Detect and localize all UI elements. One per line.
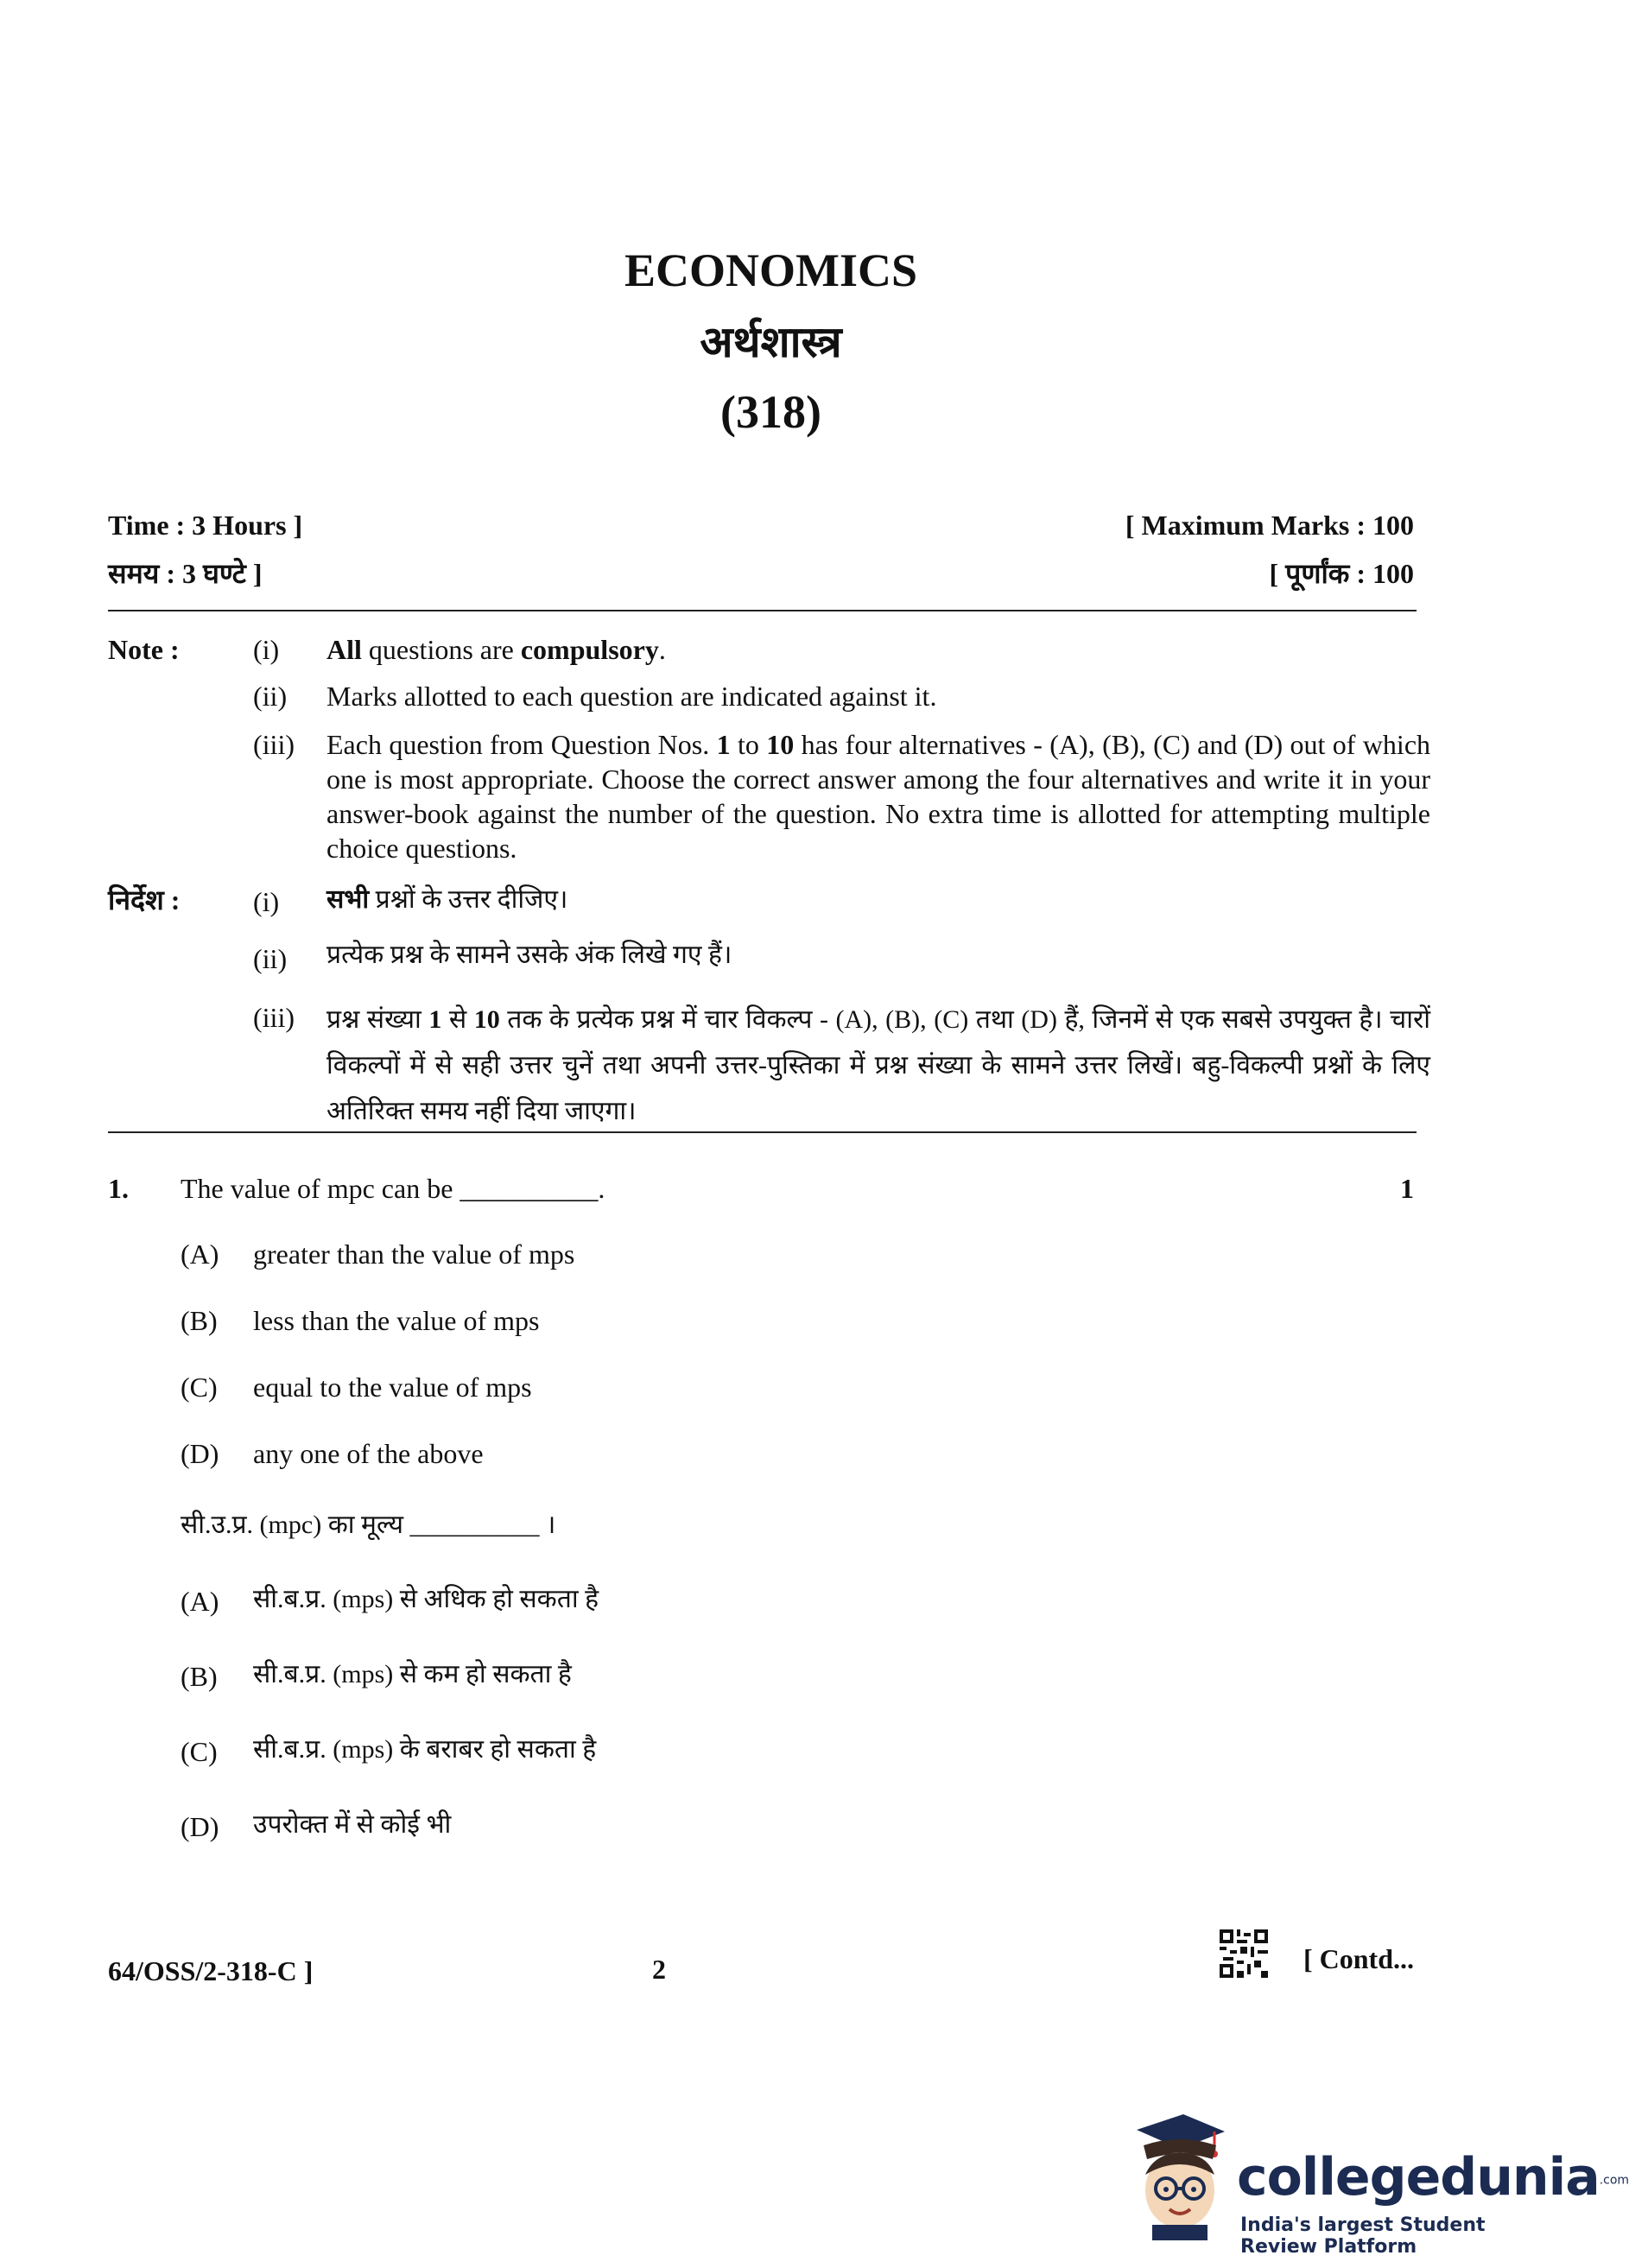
note-hi-1-a: सभी [326, 885, 370, 914]
note-en-1 [326, 632, 1430, 667]
note-en-3-c: to [730, 729, 767, 760]
option-en-d: any one of the above [253, 1438, 484, 1469]
option-hi-b-label: (B) [181, 1661, 218, 1692]
brand-tagline: India's largest Student Review Platform [1240, 2214, 1486, 2258]
note-en-1-compulsory: compulsory [520, 634, 659, 665]
option-hi-c-label: (C) [181, 1736, 218, 1767]
question-marks: 1 [1400, 1173, 1414, 1204]
option-en-c: equal to the value of mps [253, 1372, 532, 1403]
question-text-hi: सी.उ.प्र. (mpc) का मूल्य __________ । [181, 1511, 556, 1539]
note-en-3-num: (iii) [253, 729, 295, 760]
time-hi: समय : 3 घण्टे ] [108, 558, 263, 589]
option-en-b: less than the value of mps [253, 1305, 540, 1336]
note-en-1-all: All [326, 634, 362, 665]
option-en-c-label: (C) [181, 1372, 218, 1403]
option-en-a: greater than the value of mps [253, 1239, 575, 1270]
brand-name-text: collegedunia [1237, 2147, 1600, 2208]
option-hi-a: सी.ब.प्र. (mps) से अधिक हो सकता है [253, 1585, 599, 1613]
option-hi-d: उपरोक्त में से कोई भी [253, 1810, 452, 1839]
subject-code: (318) [720, 386, 821, 438]
divider-bottom [108, 1131, 1417, 1133]
page-number: 2 [652, 1954, 666, 1985]
option-hi-c: सी.ब.प्र. (mps) के बराबर हो सकता है [253, 1735, 597, 1764]
question-number: 1. [108, 1173, 129, 1204]
option-hi-d-label: (D) [181, 1811, 219, 1842]
note-hi-1 [326, 883, 1430, 917]
note-hi-2-num: (ii) [253, 943, 288, 974]
note-en-1-end: . [658, 634, 666, 665]
brand-name [1237, 2147, 1629, 2208]
note-hi-3-e: तक के प्रत्येक प्रश्न में चार विकल्प - (A), (B), (C) तथा (D) हैं, जिनमें से एक सबसे उपयुक्त है। चारों विकल्पों में से सही उत्तर चुनें तथा अपनी उत्तर-पुस्तिका में प्रश्न संख्या के सामने उत्तर लिखें। बहु-विकल्पी प्रश्नों के लिए अतिरिक्त समय नहीं दिया जाएगा। [326, 1005, 1431, 1125]
note-hi-2: प्रत्येक प्रश्न के सामने उसके अंक लिखे गए हैं। [326, 941, 732, 969]
max-marks-hi: [ पूर्णांक : 100 [1269, 558, 1414, 589]
note-en-3-d: 10 [766, 729, 795, 760]
brand-suffix: .com [1599, 2173, 1629, 2188]
note-en-3 [326, 727, 1430, 865]
option-en-a-label: (A) [181, 1239, 219, 1270]
option-en-d-label: (D) [181, 1438, 219, 1469]
note-hi-3-c: से [441, 1005, 474, 1034]
divider-top [108, 610, 1417, 611]
note-en-2-num: (ii) [253, 681, 288, 712]
note-hi-3 [326, 997, 1430, 1134]
contd-label: [ Contd... [1303, 1943, 1414, 1974]
subject-title-hi: अर्थशास्त्र [700, 318, 842, 366]
note-en-1-text: questions are [361, 634, 521, 665]
subject-title-en: ECONOMICS [624, 244, 918, 296]
note-label-hi: निर्देश : [108, 884, 181, 915]
note-hi-3-a: प्रश्न संख्या [326, 1005, 429, 1034]
note-en-3-b: 1 [716, 729, 731, 760]
note-en-1-num: (i) [253, 634, 280, 665]
note-hi-3-num: (iii) [253, 1002, 295, 1033]
note-hi-3-b: 1 [428, 1005, 442, 1034]
note-en-3-e: has four alternatives - (A), (B), (C) and (D) out of which one is most appropriate. Choose the correct answer among the four alternatives and write it in your answer-book against the number of the question. No extra time is allotted for attempting multiple choice questions. [326, 729, 1431, 864]
paper-code: 64/OSS/2-318-C ] [108, 1955, 314, 1986]
note-hi-1-num: (i) [253, 886, 280, 917]
note-hi-1-b: प्रश्नों के उत्तर दीजिए। [369, 885, 568, 914]
option-hi-a-label: (A) [181, 1586, 219, 1617]
option-hi-b: सी.ब.प्र. (mps) से कम हो सकता है [253, 1660, 572, 1688]
time-en: Time : 3 Hours ] [108, 510, 303, 541]
qr-code-icon [1220, 1929, 1268, 1978]
question-text-en: The value of mpc can be __________. [181, 1173, 605, 1204]
note-label-en: Note : [108, 634, 180, 665]
option-en-b-label: (B) [181, 1305, 218, 1336]
note-en-2: Marks allotted to each question are indicated against it. [326, 681, 937, 712]
note-hi-3-d: 10 [473, 1005, 500, 1034]
note-en-3-a: Each question from Question Nos. [326, 729, 717, 760]
mascot-logo-icon [1128, 2111, 1230, 2240]
max-marks-en: [ Maximum Marks : 100 [1125, 510, 1414, 541]
